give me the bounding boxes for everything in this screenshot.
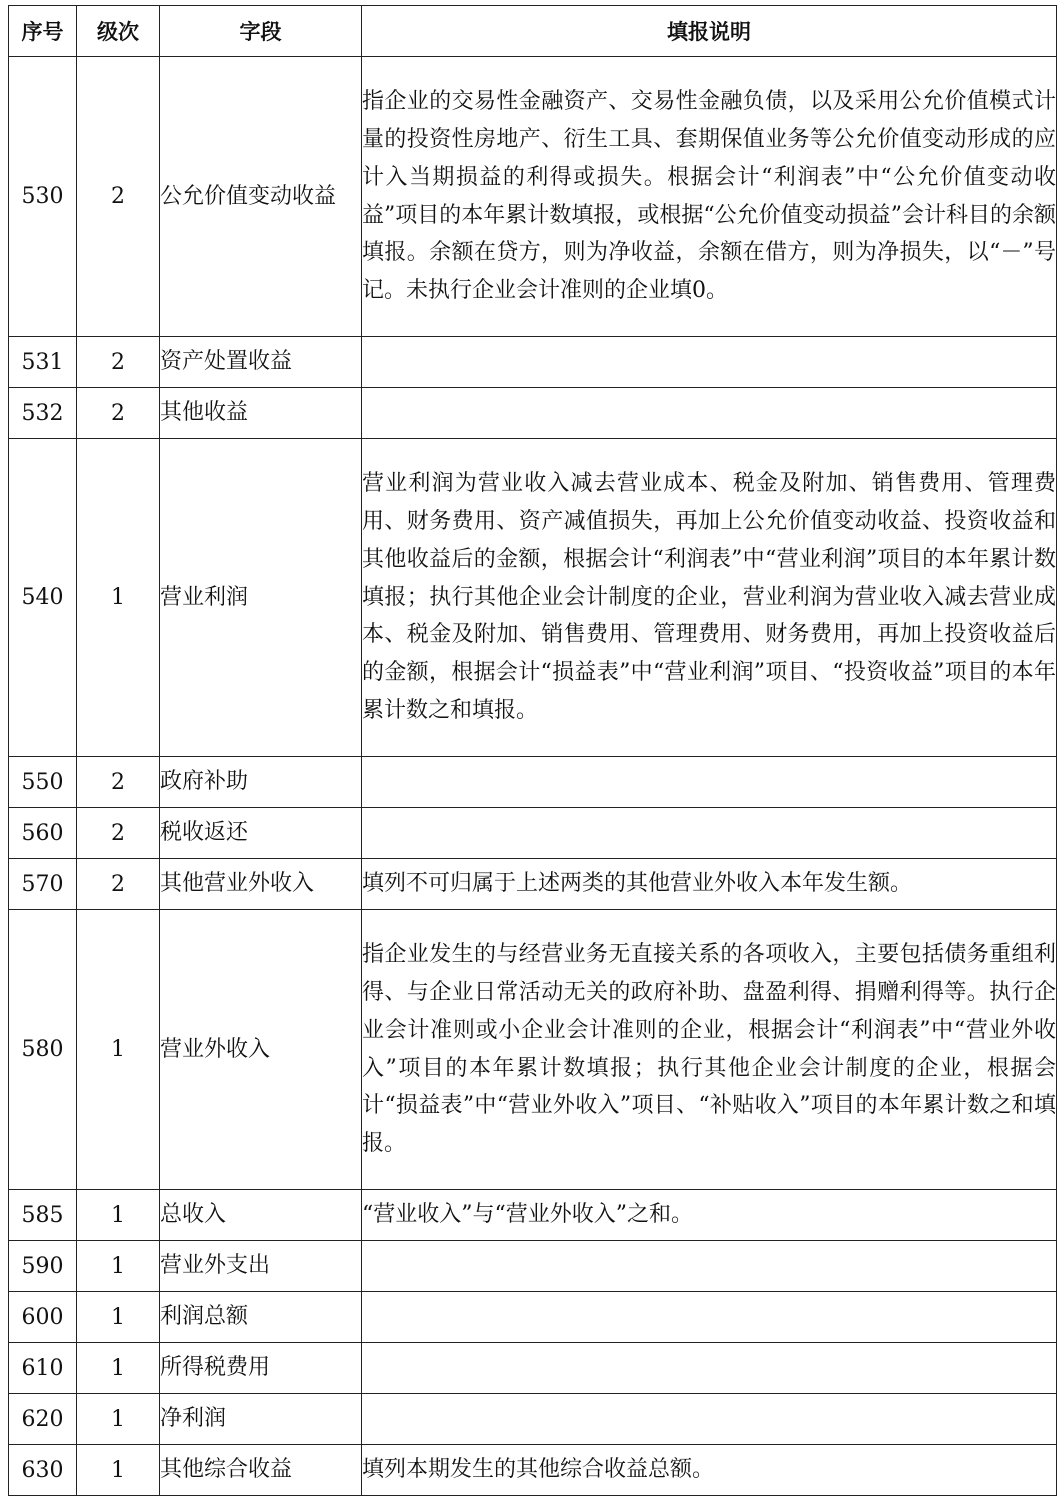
row-note: “营业收入”与“营业外收入”之和。 <box>362 1190 1057 1241</box>
row-seq: 570 <box>9 859 77 910</box>
table-header-row <box>9 6 1057 57</box>
row-field: 营业利润 <box>160 439 362 757</box>
row-field: 利润总额 <box>160 1292 362 1343</box>
row-level: 2 <box>77 57 160 337</box>
row-level: 1 <box>77 1343 160 1394</box>
row-level: 2 <box>77 757 160 808</box>
row-field: 总收入 <box>160 1190 362 1241</box>
row-note <box>362 388 1057 439</box>
row-seq: 532 <box>9 388 77 439</box>
table-row <box>9 337 1057 388</box>
row-field: 资产处置收益 <box>160 337 362 388</box>
row-seq: 540 <box>9 439 77 757</box>
row-note: 指企业发生的与经营业务无直接关系的各项收入，主要包括债务重组利得、与企业日常活动无关的政府补助、盘盈利得、捐赠利得等。执行企业会计准则或小企业会计准则的企业，根据会计“利润表”中“营业外收入”项目的本年累计数填报；执行其他企业会计制度的企业，根据会计“损益表”中“营业外收入”项目、“补贴收入”项目的本年累计数之和填报。 <box>362 910 1057 1190</box>
table-row <box>9 1292 1057 1343</box>
row-seq: 550 <box>9 757 77 808</box>
row-level: 2 <box>77 388 160 439</box>
header-note: 填报说明 <box>362 6 1057 57</box>
header-field: 字段 <box>160 6 362 57</box>
table-row <box>9 757 1057 808</box>
table-row <box>9 808 1057 859</box>
row-level: 2 <box>77 859 160 910</box>
header-level: 级次 <box>77 6 160 57</box>
header-seq: 序号 <box>9 6 77 57</box>
row-field: 营业外支出 <box>160 1241 362 1292</box>
row-note: 填列本期发生的其他综合收益总额。 <box>362 1445 1057 1496</box>
row-field: 其他收益 <box>160 388 362 439</box>
row-level: 1 <box>77 1241 160 1292</box>
row-field: 营业外收入 <box>160 910 362 1190</box>
row-seq: 580 <box>9 910 77 1190</box>
table-row <box>9 57 1057 337</box>
table-row <box>9 439 1057 757</box>
row-note <box>362 1292 1057 1343</box>
row-level: 1 <box>77 1190 160 1241</box>
row-note <box>362 808 1057 859</box>
row-note <box>362 1394 1057 1445</box>
row-level: 1 <box>77 1445 160 1496</box>
row-seq: 620 <box>9 1394 77 1445</box>
row-seq: 560 <box>9 808 77 859</box>
row-seq: 600 <box>9 1292 77 1343</box>
row-note <box>362 757 1057 808</box>
row-note: 营业利润为营业收入减去营业成本、税金及附加、销售费用、管理费用、财务费用、资产减值损失，再加上公允价值变动收益、投资收益和其他收益后的金额，根据会计“利润表”中“营业利润”项目的本年累计数填报；执行其他企业会计制度的企业，营业利润为营业收入减去营业成本、税金及附加、销售费用、管理费用、财务费用，再加上投资收益后的金额，根据会计“损益表”中“营业利润”项目、“投资收益”项目的本年累计数之和填报。 <box>362 439 1057 757</box>
reporting-instructions-table <box>8 5 1057 1496</box>
row-field: 其他综合收益 <box>160 1445 362 1496</box>
table-row <box>9 1190 1057 1241</box>
row-seq: 585 <box>9 1190 77 1241</box>
row-seq: 630 <box>9 1445 77 1496</box>
row-note <box>362 337 1057 388</box>
row-field: 所得税费用 <box>160 1343 362 1394</box>
table-row <box>9 1241 1057 1292</box>
row-field: 税收返还 <box>160 808 362 859</box>
row-level: 2 <box>77 337 160 388</box>
row-note <box>362 1343 1057 1394</box>
row-level: 1 <box>77 1394 160 1445</box>
row-field: 净利润 <box>160 1394 362 1445</box>
row-field: 其他营业外收入 <box>160 859 362 910</box>
row-level: 1 <box>77 439 160 757</box>
row-seq: 530 <box>9 57 77 337</box>
row-level: 2 <box>77 808 160 859</box>
table-row <box>9 1445 1057 1496</box>
table-row <box>9 388 1057 439</box>
row-level: 1 <box>77 1292 160 1343</box>
row-note: 指企业的交易性金融资产、交易性金融负债，以及采用公允价值模式计量的投资性房地产、衍生工具、套期保值业务等公允价值变动形成的应计入当期损益的利得或损失。根据会计“利润表”中“公允价值变动收益”项目的本年累计数填报，或根据“公允价值变动损益”会计科目的余额填报。余额在贷方，则为净收益，余额在借方，则为净损失，以“－”号记。未执行企业会计准则的企业填0。 <box>362 57 1057 337</box>
row-note: 填列不可归属于上述两类的其他营业外收入本年发生额。 <box>362 859 1057 910</box>
row-level: 1 <box>77 910 160 1190</box>
table-row <box>9 1394 1057 1445</box>
row-field: 公允价值变动收益 <box>160 57 362 337</box>
row-seq: 590 <box>9 1241 77 1292</box>
table-row <box>9 859 1057 910</box>
document-page <box>8 5 1056 1496</box>
table-row <box>9 910 1057 1190</box>
row-seq: 531 <box>9 337 77 388</box>
row-note <box>362 1241 1057 1292</box>
row-seq: 610 <box>9 1343 77 1394</box>
table-row <box>9 1343 1057 1394</box>
row-field: 政府补助 <box>160 757 362 808</box>
